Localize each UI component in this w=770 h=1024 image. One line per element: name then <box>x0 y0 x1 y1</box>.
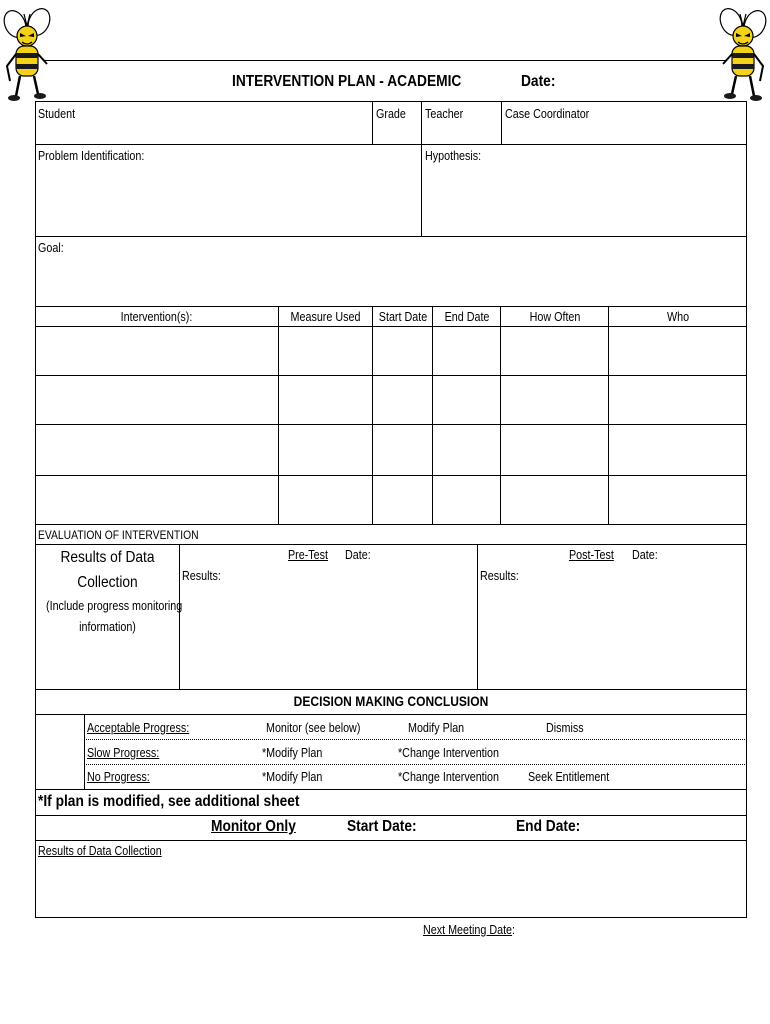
slow-change-intervention-option: *Change Intervention <box>398 746 500 760</box>
hypothesis-label: Hypothesis: <box>425 149 482 163</box>
no-progress-label: No Progress: <box>87 770 150 784</box>
post-test-label: Post-Test <box>569 548 614 562</box>
no-progress-modify-plan-option: *Modify Plan <box>262 770 323 784</box>
acceptable-progress-label: Acceptable Progress: <box>87 721 190 735</box>
pre-test-label: Pre-Test <box>288 548 329 562</box>
slow-progress-checkbox[interactable] <box>36 740 84 764</box>
dismiss-option: Dismiss <box>546 721 584 735</box>
header-top-rule <box>44 60 726 61</box>
grade-label: Grade <box>376 107 406 121</box>
column-header-measure-used: Measure Used <box>290 310 361 324</box>
header-date-label: Date: <box>521 73 556 90</box>
results-of-data-collection-label: Results of Data Collection <box>38 844 162 858</box>
teacher-label: Teacher <box>425 107 464 121</box>
modified-plan-note: *If plan is modified, see additional sheet <box>38 793 300 810</box>
column-header-end-date: End Date <box>444 310 490 324</box>
evaluation-heading: EVALUATION OF INTERVENTION <box>38 528 199 542</box>
post-test-date-label: Date: <box>632 548 658 562</box>
results-title-line1: Results of Data <box>60 549 155 566</box>
results-note-line2: information) <box>79 620 136 634</box>
no-progress-checkbox[interactable] <box>36 765 84 789</box>
modify-plan-option: Modify Plan <box>408 721 465 735</box>
post-test-results-label: Results: <box>480 569 519 583</box>
table-row[interactable] <box>36 476 746 524</box>
problem-identification-label: Problem Identification: <box>38 149 145 163</box>
column-header-interventions: Intervention(s): <box>120 310 193 324</box>
no-progress-change-intervention-option: *Change Intervention <box>398 770 500 784</box>
monitor-only-label: Monitor Only <box>211 818 296 835</box>
pre-test-date-label: Date: <box>345 548 371 562</box>
slow-progress-label: Slow Progress: <box>87 746 160 760</box>
column-header-who: Who <box>666 310 690 324</box>
column-header-how-often: How Often <box>529 310 581 324</box>
monitor-end-date-label: End Date: <box>516 818 581 835</box>
acceptable-progress-checkbox[interactable] <box>36 715 84 739</box>
pre-test-results-label: Results: <box>182 569 221 583</box>
table-row[interactable] <box>36 425 746 475</box>
hornet-mascot-left-icon <box>2 6 52 106</box>
case-coordinator-label: Case Coordinator <box>505 107 590 121</box>
decision-heading: DECISION MAKING CONCLUSION <box>293 693 489 709</box>
table-row[interactable] <box>36 327 746 375</box>
goal-label: Goal: <box>38 241 64 255</box>
slow-modify-plan-option: *Modify Plan <box>262 746 323 760</box>
hornet-mascot-right-icon <box>718 6 768 106</box>
results-title-line2: Collection <box>77 574 138 591</box>
monitor-option: Monitor (see below) <box>266 721 361 735</box>
monitor-start-date-label: Start Date: <box>347 818 417 835</box>
table-row[interactable] <box>36 376 746 424</box>
column-header-start-date: Start Date <box>378 310 428 324</box>
results-note-line1: (Include progress monitoring <box>46 599 183 613</box>
page-title: INTERVENTION PLAN - ACADEMIC <box>232 73 462 90</box>
student-label: Student <box>38 107 76 121</box>
next-meeting-date-label: Next Meeting Date: <box>423 923 516 937</box>
seek-entitlement-option: Seek Entitlement <box>528 770 610 784</box>
